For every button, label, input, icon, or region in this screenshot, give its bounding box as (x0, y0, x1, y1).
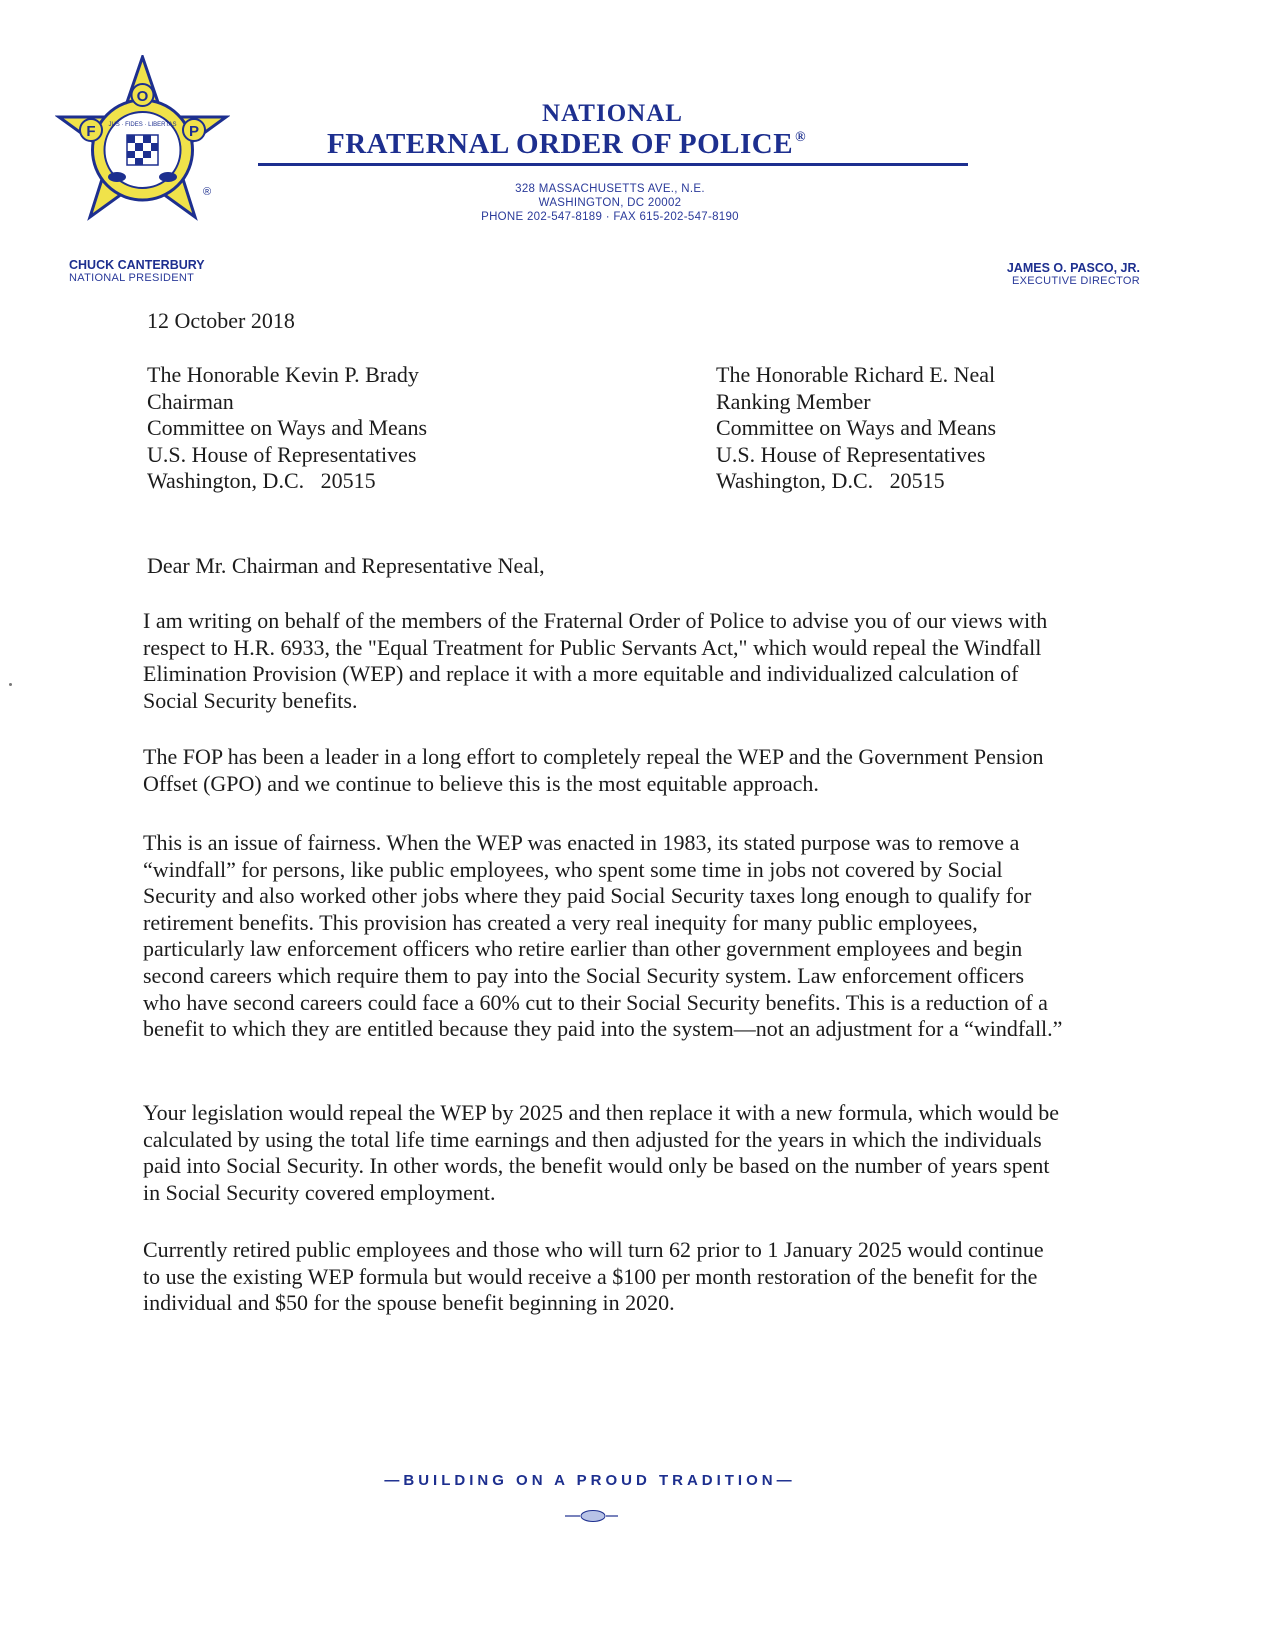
recipient-right-line: Ranking Member (716, 388, 871, 414)
org-name-text: FRATERNAL ORDER OF POLICE (327, 128, 794, 160)
president-block (69, 258, 205, 284)
registered-mark: ® (795, 130, 807, 145)
director-title: EXECUTIVE DIRECTOR (1011, 275, 1140, 287)
national-label: NATIONAL (542, 100, 683, 127)
recipient-right-line: U.S. House of Representatives (716, 441, 986, 467)
recipient-left-line: Committee on Ways and Means (147, 415, 428, 440)
letterhead-address (450, 182, 770, 224)
body-paragraph: Your legislation would repeal the WEP by 2025 and then replace it with a new formula, which would be calculated by using the total life time earnings and then adjusted for the years in which the individuals paid into Social Security. In other words, the benefit would only be based on the number of years spent in Social Security covered employment. (143, 1100, 1060, 1205)
recipient-left-line: The Honorable Kevin P. Brady (147, 362, 419, 387)
seal-registered-mark: ® (203, 186, 212, 198)
footer-motto: —BUILDING ON A PROUD TRADITION— (384, 1472, 796, 1489)
address-line-2: WASHINGTON, DC 20002 (538, 197, 682, 209)
body-paragraph: This is an issue of fairness. When the WEP was enacted in 1983, its stated purpose was to remove a “windfall” for persons, like public employees, who spent some time in jobs not covered by Social Security and also worked other jobs where they paid Social Security taxes long enough to qualify for retirement benefits. This provision has created a very real inequity for many public employees, particularly law enforcement officers who retire earlier than other government employees and begin second careers which require them to pay into the Social Security system. Law enforcement officers who have second careers could face a 60% cut to their Social Security benefits. This is a reduction of a benefit to which they are entitled because they paid into the system—not an adjustment for a “windfall.” (143, 830, 1063, 1042)
seal-letter-f: F (86, 123, 96, 140)
address-line-1: 328 MASSACHUSETTS AVE., N.E. (515, 183, 705, 195)
seal-letter-o: O (136, 88, 149, 105)
recipient-left-line: Chairman (147, 388, 234, 414)
director-block (940, 261, 1140, 287)
recipient-left-line: Washington, D.C. 20515 (147, 468, 376, 493)
recipient-right-line: Committee on Ways and Means (716, 415, 997, 440)
director-name: JAMES O. PASCO, JR. (1006, 261, 1140, 275)
recipient-left-line: U.S. House of Representatives (147, 441, 417, 467)
letterhead-rule (258, 163, 968, 166)
recipient-left (147, 362, 427, 495)
letterhead-national (0, 100, 1225, 128)
recipient-right-line: Washington, D.C. 20515 (716, 468, 945, 493)
letterhead-org-name (327, 128, 967, 161)
address-line-3: PHONE 202-547-8189 · FAX 615-202-547-8190 (481, 211, 739, 223)
president-name: CHUCK CANTERBURY (69, 258, 205, 272)
fop-seal-logo (55, 55, 230, 230)
union-bug-logo (563, 1509, 623, 1523)
letter-date: 12 October 2018 (147, 308, 295, 333)
body-paragraph: The FOP has been a leader in a long effort to completely repeal the WEP and the Government Pension Offset (GPO) and we continue to believe this is the most equitable approach. (143, 744, 1044, 796)
body-paragraph: I am writing on behalf of the members of the Fraternal Order of Police to advise you of our views with respect to H.R. 6933, the "Equal Treatment for Public Servants Act," which would repeal the Windfall Elimination Provision (WEP) and replace it with a more equitable and individualized calculation of Social Security benefits. (143, 608, 1048, 713)
recipient-right-line: The Honorable Richard E. Neal (716, 362, 996, 387)
recipient-right (716, 362, 996, 495)
seal-letter-p: P (188, 123, 200, 140)
salutation: Dear Mr. Chairman and Representative Neal, (147, 553, 545, 578)
body-paragraph: Currently retired public employees and those who will turn 62 prior to 1 January 2025 would continue to use the existing WEP formula but would receive a $100 per month restoration of the benefit for the individual and $50 for the spouse benefit beginning in 2020. (143, 1237, 1044, 1316)
scan-artifact-dot (9, 683, 12, 686)
seal-ring-text: JUS · FIDES · LIBERTAS (108, 122, 177, 128)
president-title: NATIONAL PRESIDENT (69, 272, 195, 284)
